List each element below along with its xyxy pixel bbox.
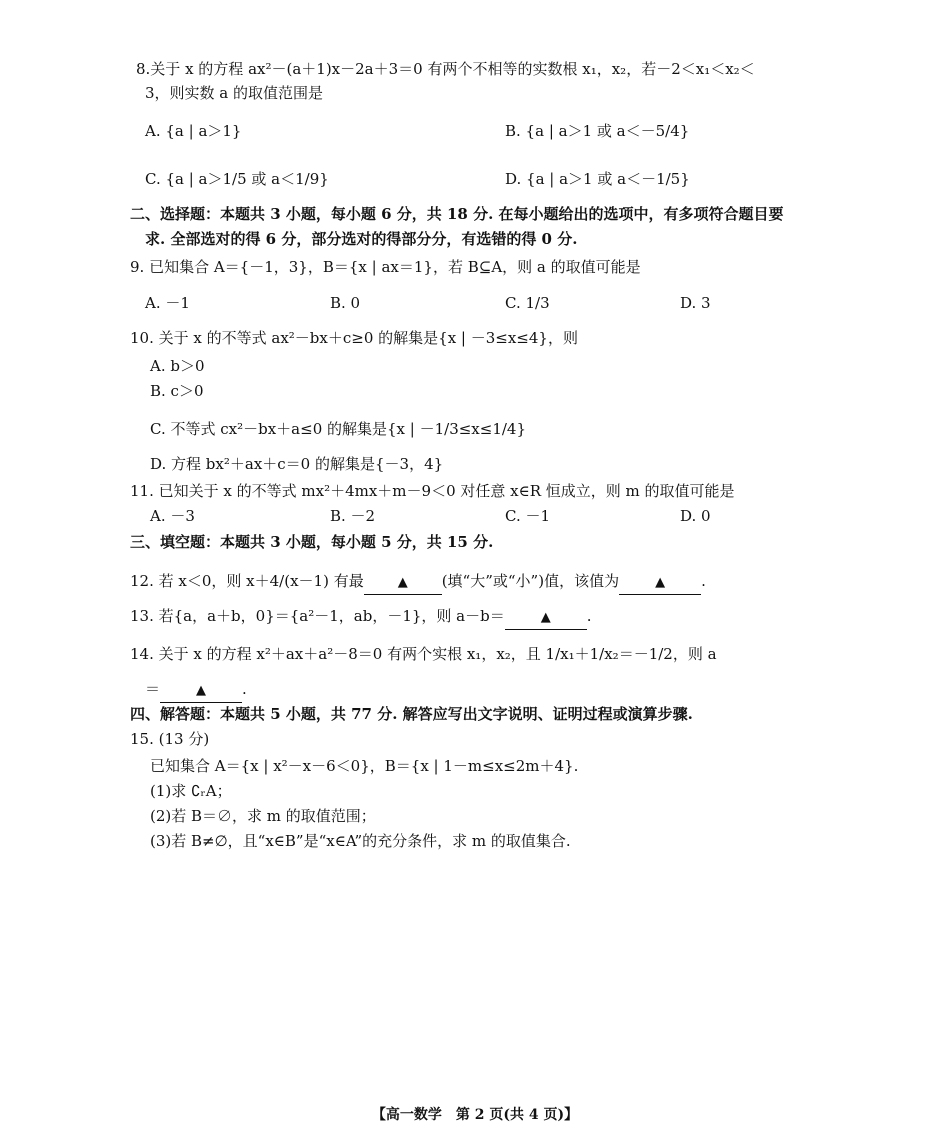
q8-stem-line2: 3，则实数 a 的取值范围是 — [145, 84, 324, 102]
q14-text-2: . — [242, 680, 247, 698]
q11-option-b: B. －2 — [330, 507, 376, 525]
q9-stem: 9. 已知集合 A＝{－1，3}，B＝{x | ax＝1}，若 B⊆A，则 a 的取值可能是 — [130, 258, 641, 276]
q15-header: 15. (13 分) — [130, 730, 210, 748]
q10-stem: 10. 关于 x 的不等式 ax²－bx＋c≥0 的解集是{x | －3≤x≤4}，则 — [130, 329, 578, 347]
q14-answer-blank[interactable] — [160, 678, 242, 703]
q14-text-1: ＝ — [145, 680, 161, 698]
q12-text-3: . — [701, 572, 706, 590]
q13-text-2: . — [586, 607, 592, 625]
q9-option-a: A. －1 — [145, 294, 190, 312]
q12-line — [130, 570, 706, 595]
q13-line — [130, 605, 592, 630]
answer-triangle-icon: ▲ — [196, 683, 207, 698]
q11-option-d: D. 0 — [680, 507, 711, 525]
q8-stem-line1: 8.关于 x 的方程 ax²－(a＋1)x－2a＋3＝0 有两个不相等的实数根 x₁，x₂，若－2＜x₁＜x₂＜ — [136, 60, 755, 78]
q15-part-1: (1)求 ∁ᵣA； — [150, 782, 232, 800]
answer-triangle-icon: ▲ — [397, 575, 408, 590]
q12-answer-blank-2[interactable] — [619, 570, 701, 595]
q10-option-c: C. 不等式 cx²－bx＋a≤0 的解集是{x | －1/3≤x≤1/4} — [150, 420, 527, 438]
q8-option-b: B. {a | a＞1 或 a＜－5/4} — [505, 122, 690, 140]
q11-stem: 11. 已知关于 x 的不等式 mx²＋4mx＋m－9＜0 对任意 x∈R 恒成立，则 m 的取值可能是 — [130, 482, 735, 500]
q12-answer-blank-1[interactable] — [364, 570, 442, 595]
q15-stem: 已知集合 A＝{x | x²－x－6＜0}，B＝{x | 1－m≤x≤2m＋4}. — [150, 757, 579, 775]
section4-header: 四、解答题：本题共 5 小题，共 77 分. 解答应写出文字说明、证明过程或演算步骤. — [130, 705, 693, 723]
answer-triangle-icon: ▲ — [540, 610, 551, 625]
q12-text-1: 12. 若 x＜0，则 x＋4/(x－1) 有最 — [130, 572, 364, 590]
q8-option-c: C. {a | a＞1/5 或 a＜1/9} — [145, 170, 329, 188]
section2-header-line1: 二、选择题：本题共 3 小题，每小题 6 分，共 18 分. 在每小题给出的选项中，有多项符合题目要 — [130, 205, 784, 223]
q8-option-a: A. {a | a＞1} — [145, 122, 242, 140]
q15-part-3: (3)若 B≠∅，且“x∈B”是“x∈A”的充分条件，求 m 的取值集合. — [150, 832, 571, 850]
q10-option-a: A. b＞0 — [150, 357, 205, 375]
q14-stem-line1: 14. 关于 x 的方程 x²＋ax＋a²－8＝0 有两个实根 x₁，x₂，且 1/x₁＋1/x₂＝－1/2，则 a — [130, 645, 717, 663]
q15-part-2: (2)若 B＝∅，求 m 的取值范围； — [150, 807, 376, 825]
q13-answer-blank[interactable] — [505, 605, 587, 630]
section2-header-line2: 求. 全部选对的得 6 分，部分选对的得部分分，有选错的得 0 分. — [145, 230, 578, 248]
q10-option-b: B. c＞0 — [150, 382, 204, 400]
q11-option-a: A. －3 — [150, 507, 195, 525]
q9-option-b: B. 0 — [330, 294, 361, 312]
q11-option-c: C. －1 — [505, 507, 551, 525]
q9-option-c: C. 1/3 — [505, 294, 550, 312]
q14-line2 — [145, 678, 247, 703]
section3-header: 三、填空题：本题共 3 小题，每小题 5 分，共 15 分. — [130, 533, 494, 551]
q10-option-d: D. 方程 bx²＋ax＋c＝0 的解集是{－3，4} — [150, 455, 444, 473]
answer-triangle-icon: ▲ — [655, 575, 666, 590]
q8-option-d: D. {a | a＞1 或 a＜－1/5} — [505, 170, 690, 188]
q13-text-1: 13. 若{a，a＋b，0}＝{a²－1，ab，－1}，则 a－b＝ — [130, 607, 505, 625]
page-footer: 【高一数学 第 2 页(共 4 页)】 — [371, 1107, 579, 1123]
q9-option-d: D. 3 — [680, 294, 711, 312]
q12-text-2: (填“大”或“小”)值，该值为 — [441, 572, 620, 590]
